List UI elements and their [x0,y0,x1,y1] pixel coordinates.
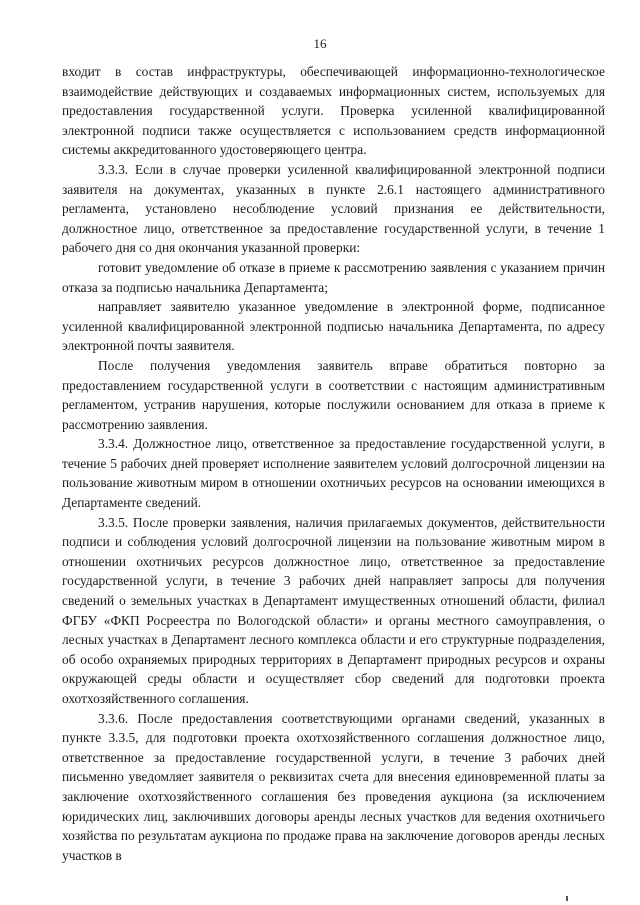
paragraph-3-3-5: 3.3.5. После проверки заявления, наличия прилагаемых документов, действительности подписи и соблюдения условий долгосрочной лицензии на пользование животным миром в отношении охотничьих ресурсов должностное лицо, ответственное за предоставление государственной услуги, в течение 3 рабочих дней направляет запросы для получения сведений о земельных участках в Департамент имущественных отношений области, филиал ФГБУ «ФКП Росреестра по Вологодской области» и органы местного самоуправления, о лесных участках в Департамент лесного комплекса области и его структурные подразделения, об особо охраняемых природных территориях в Департамент природных ресурсов и охраны окружающей среды области и осуществляет сбор сведений для подготовки проекта охотхозяйственного соглашения. [62,514,605,706]
paragraph-3-3-4: 3.3.4. Должностное лицо, ответственное за предоставление государственной услуги, в течение 5 рабочих дней проверяет исполнение заявителем условий долгосрочной лицензии на пользование животным миром в отношении охотничьих ресурсов на основании имеющихся в Департаменте сведений. [62,436,605,511]
document-body [62,62,605,865]
paragraph-3-3-3: 3.3.3. Если в случае проверки усиленной квалифицированной электронной подписи заявителя на документах, указанных в пункте 2.6.1 настоящего административного регламента, установлено несоблюдение условий признания ее действительности, должностное лицо, ответственное за предоставление государственной услуги, в течение 1 рабочего дня со дня окончания указанной проверки: [62,161,605,256]
paragraph-continuation: входит в состав инфраструктуры, обеспечивающей информационно-технологическое взаимодействие действующих и создаваемых информационных систем, используемых для предоставления государственной услуги. Проверка усиленной квалифицированной электронной подписи также осуществляется с использованием средств информационной системы аккредитованного удостоверяющего центра. [62,64,605,158]
paragraph-notice-prepare: готовит уведомление об отказе в приеме к рассмотрению заявления с указанием причин отказа за подписью начальника Департамента; [62,259,605,295]
paragraph-notice-send: направляет заявителю указанное уведомление в электронной форме, подписанное усиленной квалифицированной электронной подписью начальника Департамента, по адресу электронной почты заявителя. [62,299,605,354]
paragraph-reapply: После получения уведомления заявитель вправе обратиться повторно за предоставлением государственной услуги в соответствии с настоящим административным регламентом, устранив нарушения, которые послужили основанием для отказа в приеме к рассмотрению заявления. [62,357,605,432]
scan-mark [566,896,568,901]
paragraph-3-3-6: 3.3.6. После предоставления соответствующими органами сведений, указанных в пункте 3.3.5, для подготовки проекта охотхозяйственного соглашения должностное лицо, ответственное за предоставление государственной услуги, в течение 3 рабочих дней письменно уведомляет заявителя о реквизитах счета для внесения единовременной платы за заключение охотхозяйственного соглашения без проведения аукциона (за исключением юридических лиц, заключивших договоры аренды лесных участков для ведения охотничьего хозяйства по результатам аукциона по продаже права на заключение договоров аренды лесных участков в [62,710,605,863]
page-number: 16 [313,36,327,51]
